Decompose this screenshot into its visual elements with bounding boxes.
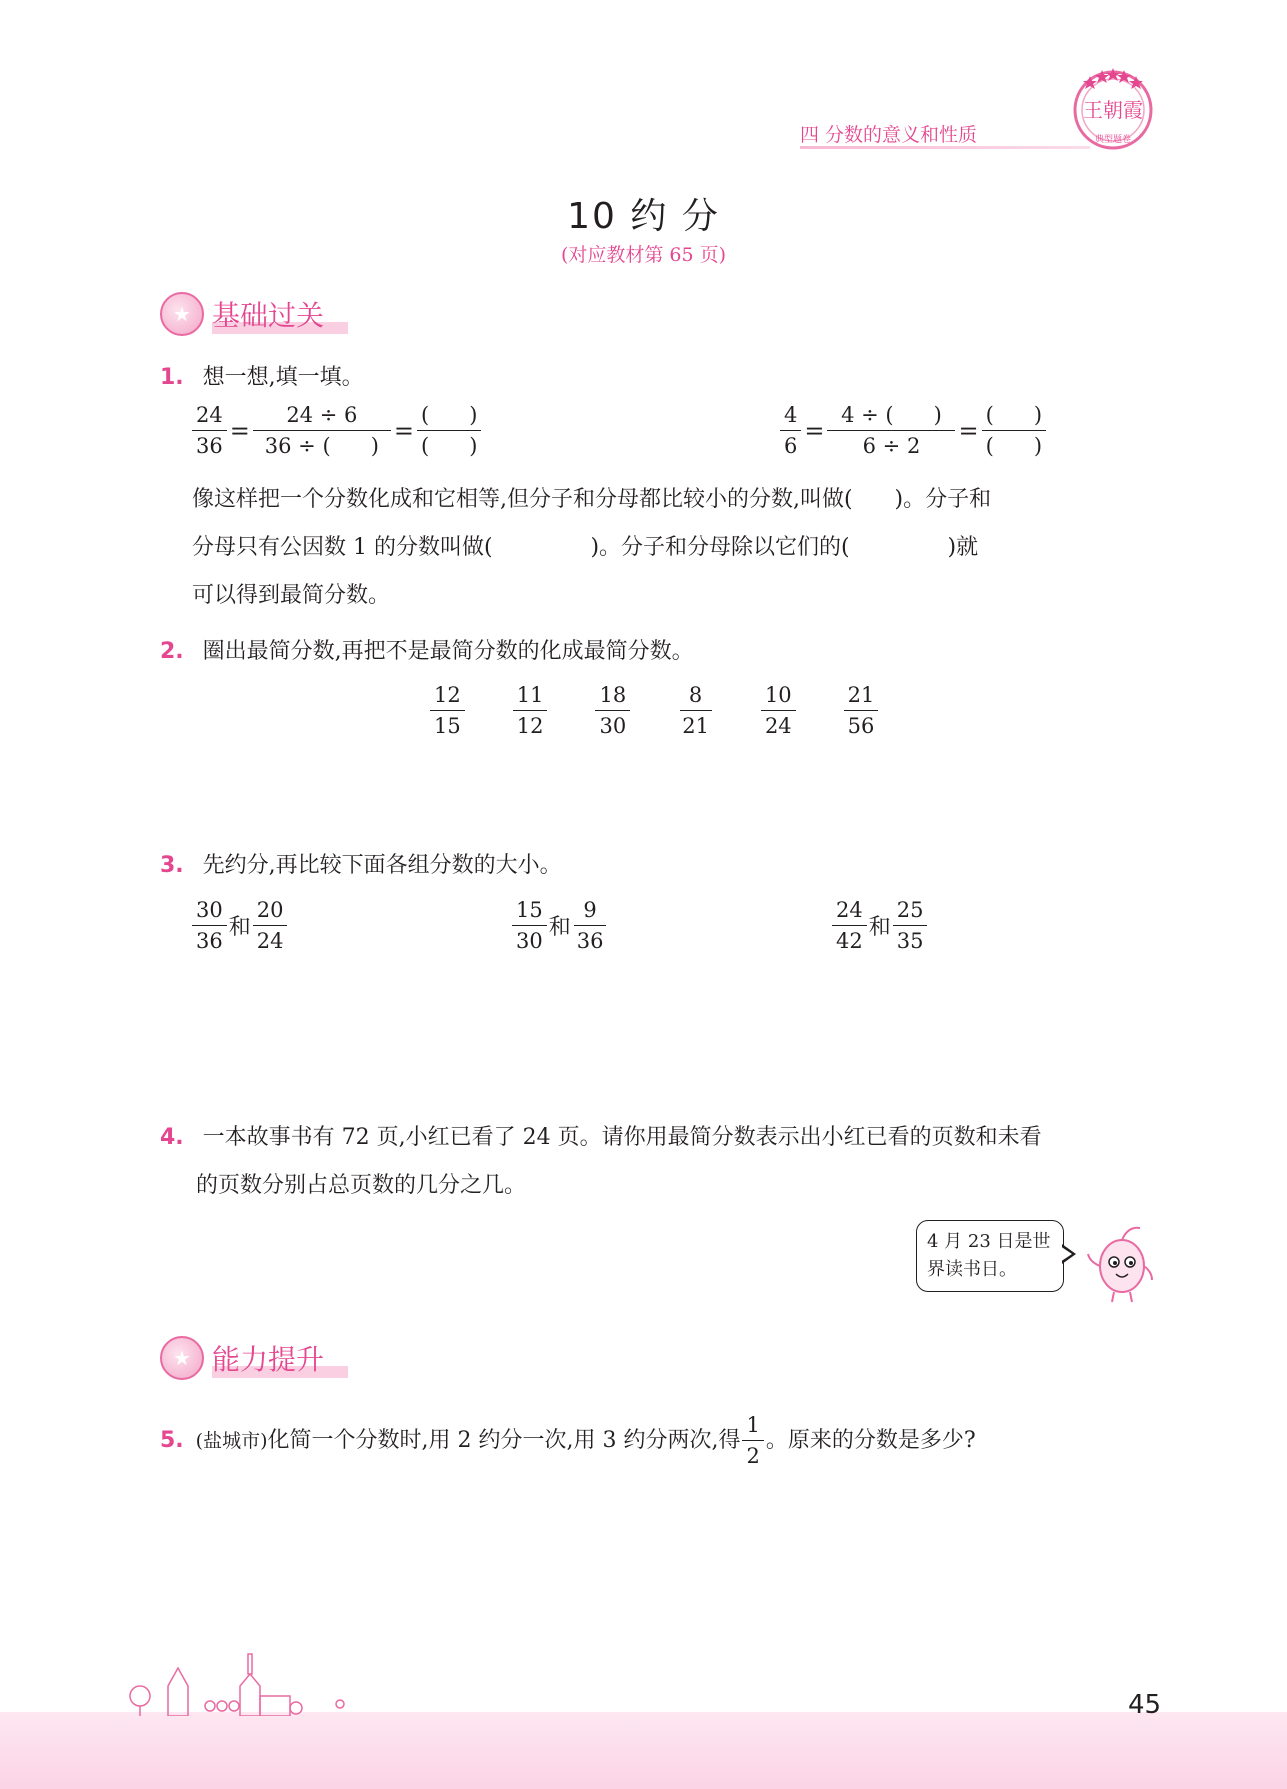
mascot-icon	[1082, 1214, 1162, 1308]
q3-pair-2: $\frac{15}{30}$ 和 $\frac{9}{36}$	[512, 895, 607, 956]
chapter-underline	[800, 146, 1090, 149]
q2-header	[160, 628, 694, 676]
section-advanced-header	[160, 1336, 348, 1380]
lesson-subtitle: (对应教材第 65 页)	[560, 244, 727, 266]
q1-line1: 像这样把一个分数化成和它相等,但分子和分母都比较小的分数,叫做( )。分子和	[192, 487, 992, 512]
footer-band	[0, 1712, 1287, 1789]
fraction-item[interactable]: $\frac{18}{30}$	[595, 680, 630, 741]
q1-line2: 分母只有公因数 1 的分数叫做( )。分子和分母除以它们的( )就	[192, 535, 979, 560]
fraction: $\frac{24 \div 6}{36 \div ( )}$	[253, 400, 391, 461]
fraction-blank[interactable]: $\frac{( )}{( )}$	[417, 400, 481, 461]
fraction: $\frac{1}{2}$	[742, 1410, 763, 1471]
fraction-item[interactable]: $\frac{8}{21}$	[678, 680, 713, 741]
fraction: $\frac{9}{36}$	[573, 895, 608, 956]
q1-left-equation: $\frac{24}{36}$ = $\frac{24 \div 6}{36 \div ( )}$ = $\frac{( )}{( )}$	[192, 400, 481, 461]
q4-number: 4.	[160, 1125, 184, 1150]
q3-pair-3: $\frac{24}{42}$ 和 $\frac{25}{35}$	[832, 895, 927, 956]
fraction: $\frac{24}{36}$	[192, 400, 227, 461]
fraction: $\frac{4}{6}$	[780, 400, 801, 461]
chapter-title: 四 分数的意义和性质	[800, 124, 978, 146]
q2-fraction-list	[430, 680, 878, 741]
fraction-item[interactable]: $\frac{12}{15}$	[430, 680, 465, 741]
fraction: $\frac{4 \div ( )}{6 \div 2}$	[827, 400, 955, 461]
fraction-item[interactable]: $\frac{11}{12}$	[513, 680, 548, 741]
page-number: 45	[1128, 1690, 1162, 1720]
logo-text: 王朝霞	[1083, 98, 1143, 122]
fraction: $\frac{15}{30}$	[512, 895, 547, 956]
q1-header	[160, 354, 364, 402]
q4-line2: 的页数分别占总页数的几分之几。	[196, 1173, 527, 1198]
fraction: $\frac{24}{42}$	[832, 895, 867, 956]
q1-prompt: 想一想,填一填。	[202, 365, 364, 390]
q5-line	[160, 1410, 976, 1471]
speech-bubble	[916, 1220, 1064, 1292]
q3-prompt: 先约分,再比较下面各组分数的大小。	[202, 853, 562, 878]
q1-line3: 可以得到最简分数。	[192, 583, 391, 608]
q3-header	[160, 842, 562, 890]
fraction: $\frac{30}{36}$	[192, 895, 227, 956]
q5-source: (盐城市)	[195, 1429, 268, 1452]
section-badge-icon: ★	[160, 292, 204, 336]
section-basic-label: 基础过关	[212, 294, 348, 334]
bubble-tail-inner	[1060, 1246, 1072, 1262]
fraction-item[interactable]: $\frac{10}{24}$	[761, 680, 796, 741]
fraction: $\frac{20}{24}$	[253, 895, 288, 956]
fraction: $\frac{25}{35}$	[893, 895, 928, 956]
section-advanced-label: 能力提升	[212, 1338, 348, 1378]
q3-pair-1: $\frac{30}{36}$ 和 $\frac{20}{24}$	[192, 895, 287, 956]
q3-number: 3.	[160, 853, 184, 878]
q5-text-before: 化简一个分数时,用 2 约分一次,用 3 约分两次,得	[267, 1427, 741, 1453]
fraction-blank[interactable]: $\frac{( )}{( )}$	[982, 400, 1046, 461]
bubble-line1: 4 月 23 日是世	[927, 1231, 1051, 1252]
section-badge-icon: ★	[160, 1336, 204, 1380]
q5-number: 5.	[160, 1427, 184, 1453]
q2-prompt: 圈出最简分数,再把不是最简分数的化成最简分数。	[202, 639, 694, 664]
logo-subtext: 典型题卷	[1094, 135, 1131, 145]
section-basic-header	[160, 292, 348, 336]
q4-line1-wrap	[160, 1114, 1042, 1162]
q2-number: 2.	[160, 639, 184, 664]
footer-decoration-icon	[120, 1646, 400, 1720]
q5-text-after: 。原来的分数是多少?	[765, 1427, 976, 1453]
bubble-line2: 界读书日。	[927, 1259, 1017, 1280]
q1-number: 1.	[160, 365, 184, 390]
q1-right-equation: $\frac{4}{6}$ = $\frac{4 \div ( )}{6 \div 2}$ = $\frac{( )}{( )}$	[780, 400, 1046, 461]
lesson-title: 10 约 分	[567, 196, 720, 237]
fraction-item[interactable]: $\frac{21}{56}$	[844, 680, 879, 741]
q4-line1: 一本故事书有 72 页,小红已看了 24 页。请你用最简分数表示出小红已看的页数和未看	[202, 1125, 1042, 1150]
